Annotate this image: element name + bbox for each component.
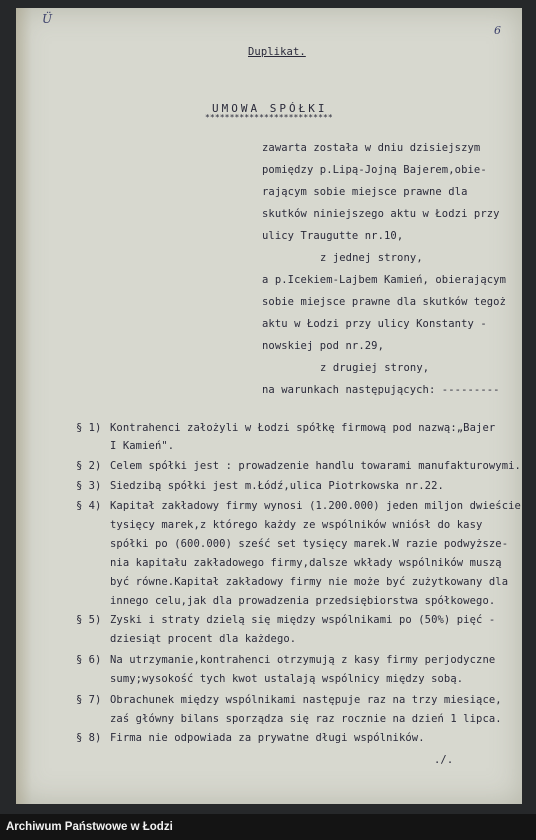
body-line: nia kapitału zakładowego firmy,dalsze wkłady wspólników muszą — [110, 557, 502, 569]
title-underline: ************************** — [205, 113, 333, 122]
body-line: Obrachunek między wspólnikami następuje raz na trzy miesiące, — [110, 694, 502, 706]
paragraph-mark: § 8) — [76, 732, 102, 744]
paragraph-mark: § 5) — [76, 614, 102, 626]
document-page — [16, 8, 522, 804]
document-title: UMOWA SPÓŁKI — [212, 102, 328, 115]
body-line: Kontrahenci założyli w Łodzi spółkę firmową pod nazwą:„Bajer — [110, 422, 496, 434]
paragraph-mark: § 1) — [76, 422, 102, 434]
body-line: spółki po (600.000) sześć set tysięcy marek.W razie podwyższe- — [110, 538, 509, 550]
body-line: Siedzibą spółki jest m.Łódź,ulica Piotrkowska nr.22. — [110, 480, 444, 492]
body-line: Kapitał zakładowy firmy wynosi (1.200.000) jeden miljon dwieście — [110, 500, 521, 512]
paragraph-mark: § 2) — [76, 460, 102, 472]
paragraph-mark: § 4) — [76, 500, 102, 512]
paragraph-mark: § 7) — [76, 694, 102, 706]
body-line: Firma nie odpowiada za prywatne długi wspólników. — [110, 732, 425, 744]
intro-line: pomiędzy p.Lipą-Jojną Bajerem,obie- — [262, 164, 487, 176]
body-line: dziesiąt procent dla każdego. — [110, 633, 297, 645]
body-line: zaś główny bilans sporządza się raz rocznie na dzień 1 lipca. — [110, 713, 502, 725]
page-number: 6 — [494, 24, 501, 37]
body-line: sumy;wysokość tych kwot ustalają wspólnicy między sobą. — [110, 673, 464, 685]
intro-line: sobie miejsce prawne dla skutków tegoż — [262, 296, 507, 308]
intro-line: zawarta została w dniu dzisiejszym — [262, 142, 481, 154]
paragraph-mark: § 3) — [76, 480, 102, 492]
body-line: innego celu,jak dla prowadzenia przedsiębiorstwa spółkowego. — [110, 595, 496, 607]
intro-line: aktu w Łodzi przy ulicy Konstanty - — [262, 318, 487, 330]
corner-mark: Ü — [42, 12, 53, 26]
duplicate-label: Duplikat. — [248, 46, 306, 58]
body-line: tysięcy marek,z którego każdy ze wspólników wniósł do kasy — [110, 519, 483, 531]
body-line: I Kamień". — [110, 440, 175, 452]
intro-line: skutków niniejszego aktu w Łodzi przy — [262, 208, 500, 220]
intro-line: z drugiej strony, — [320, 362, 430, 374]
intro-line: ulicy Traugutte nr.10, — [262, 230, 404, 242]
intro-line: nowskiej pod nr.29, — [262, 340, 385, 352]
intro-line: na warunkach następujących: --------- — [262, 384, 500, 396]
body-line: Na utrzymanie,kontrahenci otrzymują z kasy firmy perjodyczne — [110, 654, 496, 666]
body-line: być równe.Kapitał zakładowy firmy nie może być zużytkowany dla — [110, 576, 509, 588]
body-line: Zyski i straty dzielą się między wspólnikami po (50%) pięć - — [110, 614, 496, 626]
intro-line: rającym sobie miejsce prawne dla — [262, 186, 468, 198]
body-line: Celem spółki jest : prowadzenie handlu towarami manufakturowymi. — [110, 460, 521, 472]
paragraph-mark: § 6) — [76, 654, 102, 666]
continuation-mark: ./. — [434, 754, 454, 766]
intro-line: z jednej strony, — [320, 252, 423, 264]
intro-line: a p.Icekiem-Lajbem Kamień, obierającym — [262, 274, 507, 286]
archive-footer: Archiwum Państwowe w Łodzi — [0, 814, 536, 840]
